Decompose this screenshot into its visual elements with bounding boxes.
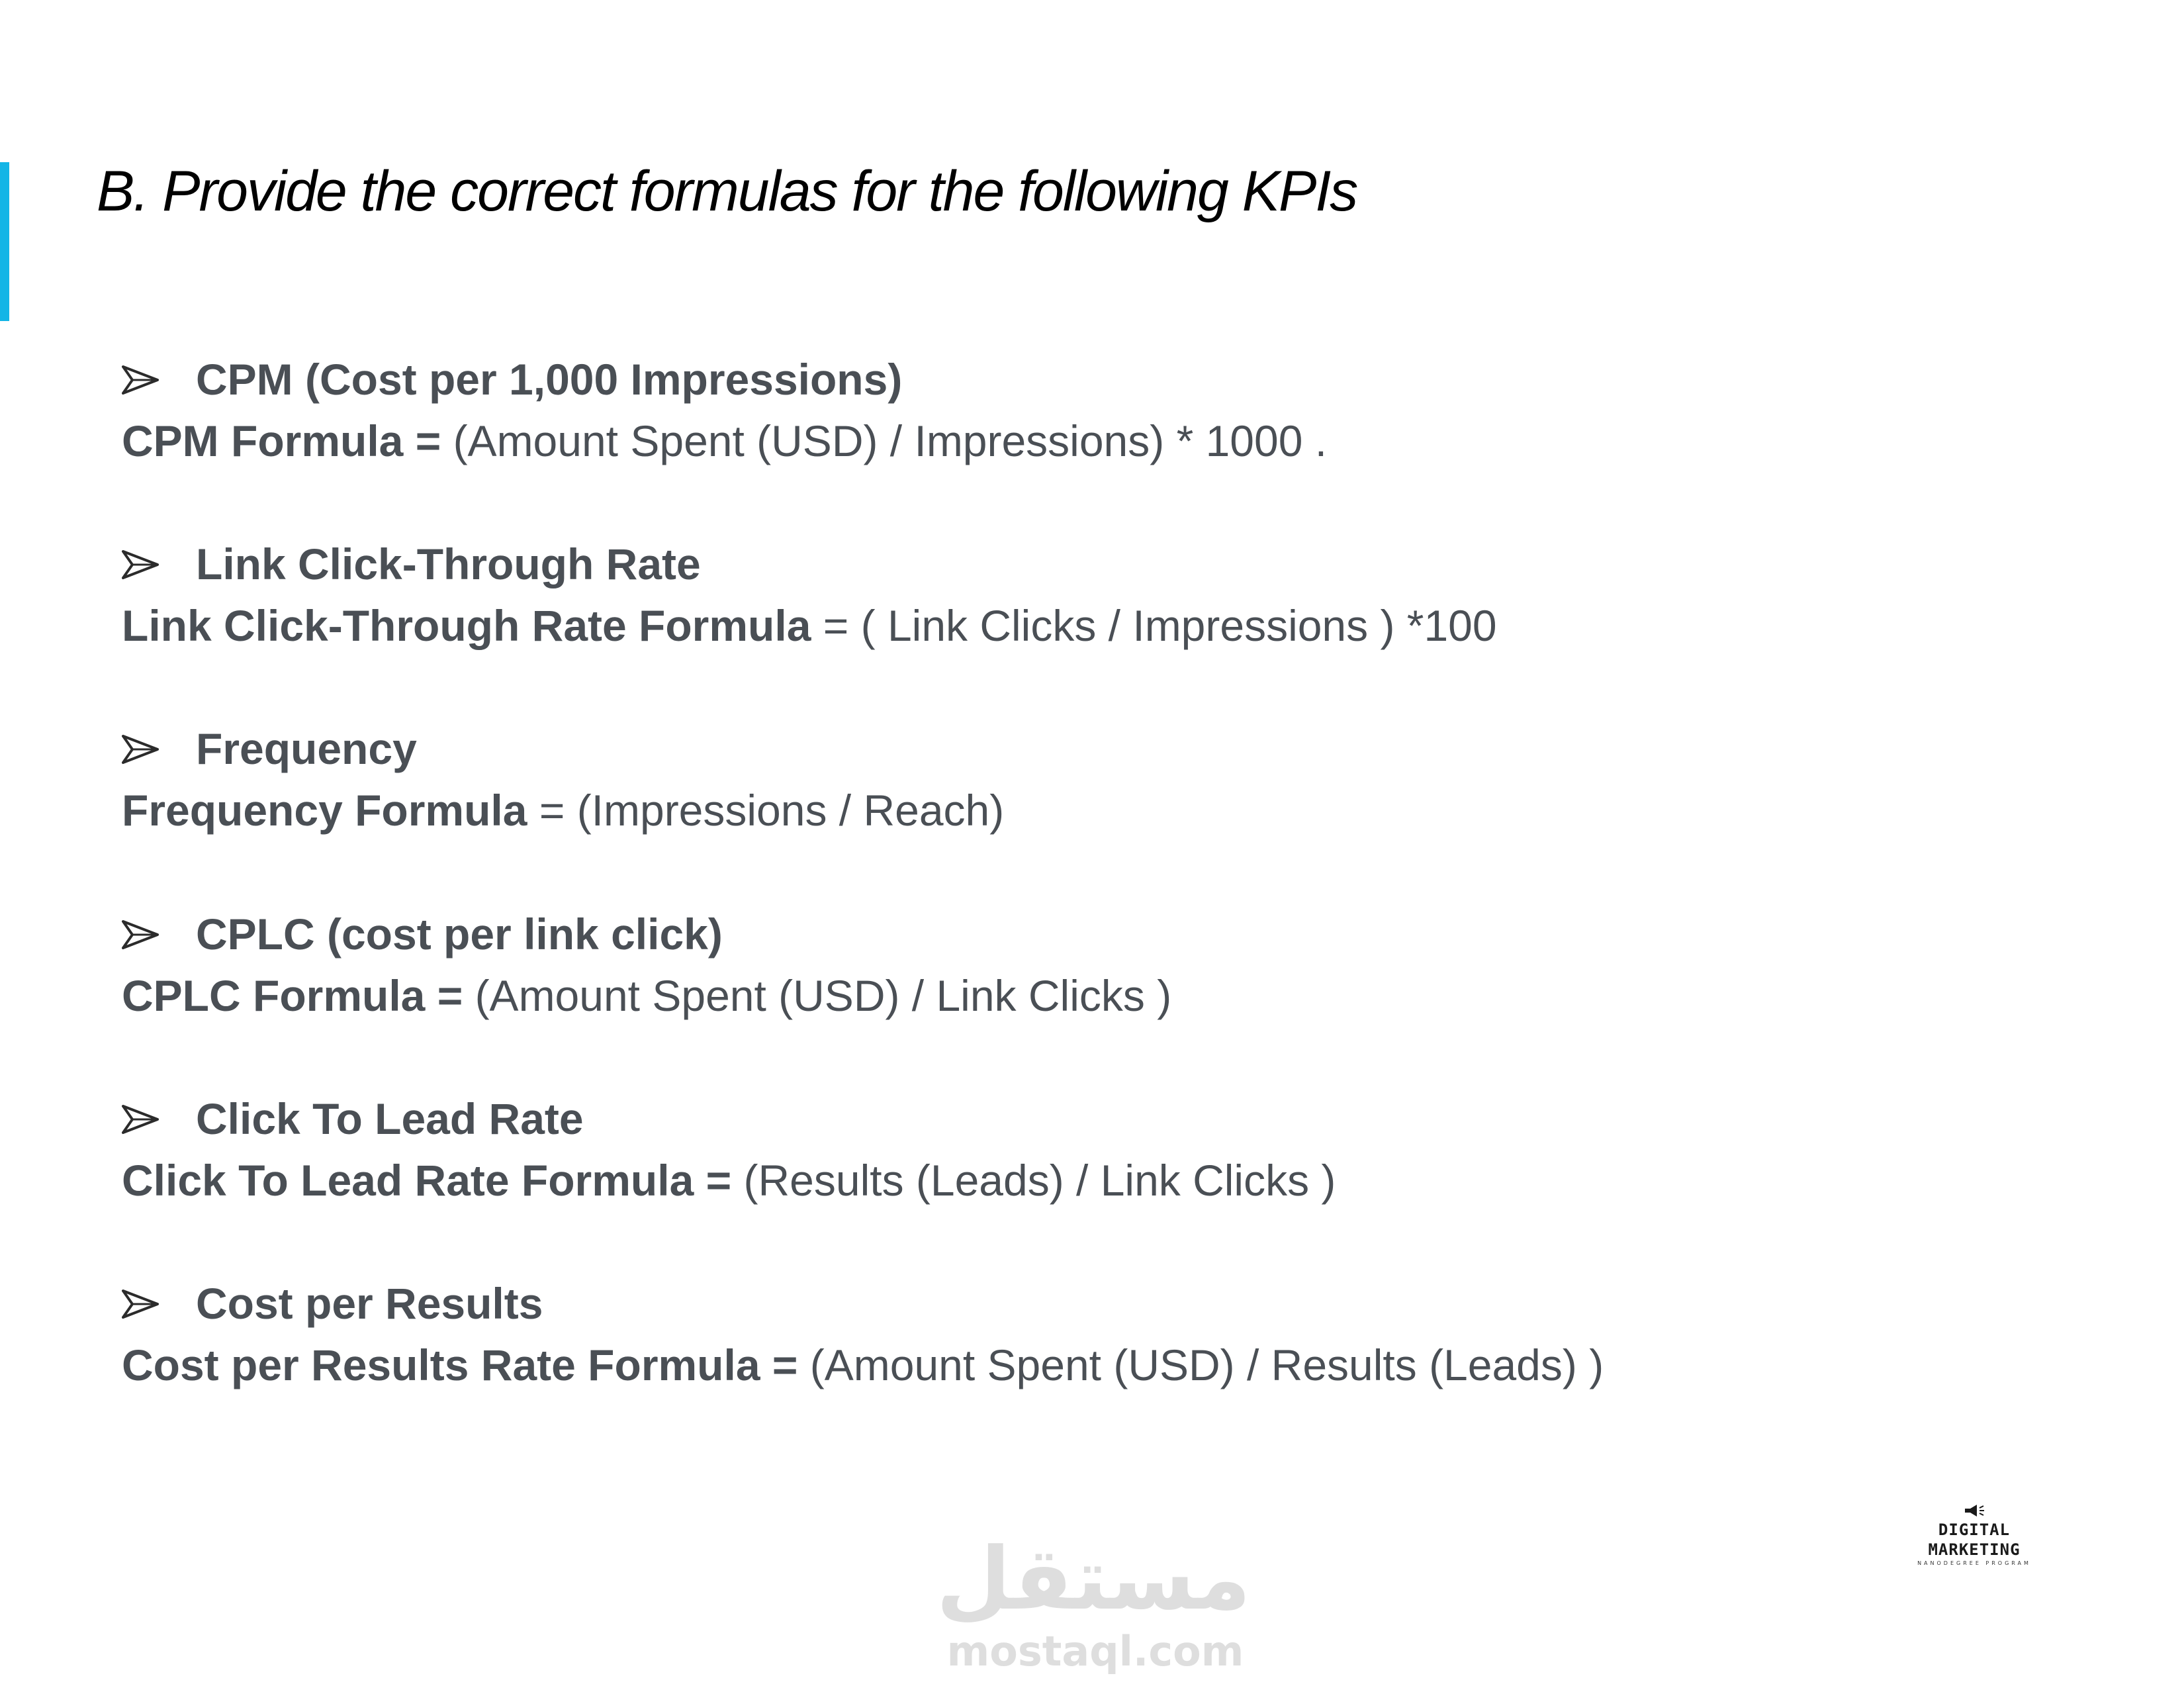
kpi-block-cpm	[122, 350, 1975, 473]
kpi-formula	[122, 409, 1975, 473]
arrow-bullet-icon	[122, 733, 159, 765]
formula-expression: (Results (Leads) / Link Clicks )	[743, 1156, 1336, 1205]
kpi-name: CPLC (cost per link click)	[196, 910, 723, 959]
kpi-heading	[122, 719, 1975, 778]
formula-label: Link Click-Through Rate Formula	[122, 601, 823, 650]
kpi-block-cost-per-results	[122, 1274, 1975, 1397]
arrow-bullet-icon	[122, 364, 159, 396]
formula-label: Click To Lead Rate Formula =	[122, 1156, 744, 1205]
kpi-block-frequency	[122, 719, 1975, 842]
kpi-heading	[122, 904, 1975, 964]
kpi-heading	[122, 1274, 1975, 1333]
formula-expression: = ( Link Clicks / Impressions ) *100	[823, 601, 1497, 650]
slide-title: B. Provide the correct formulas for the following KPIs	[97, 160, 1357, 223]
arrow-bullet-icon	[122, 1103, 159, 1135]
kpi-block-click-to-lead	[122, 1089, 1975, 1212]
arrow-bullet-icon	[122, 1288, 159, 1320]
formula-expression: = (Impressions / Reach)	[539, 786, 1005, 835]
kpi-formula	[122, 964, 1975, 1027]
kpi-name: Frequency	[196, 724, 417, 773]
kpi-heading	[122, 534, 1975, 594]
kpi-name: Click To Lead Rate	[196, 1094, 584, 1143]
arrow-bullet-icon	[122, 549, 159, 581]
kpi-formula	[122, 594, 1975, 657]
logo-subtitle: NANODEGREE PROGRAM	[1917, 1560, 2031, 1566]
kpi-name: Link Click-Through Rate	[196, 539, 701, 588]
kpi-name: CPM (Cost per 1,000 Impressions)	[196, 355, 903, 404]
kpi-name: Cost per Results	[196, 1279, 543, 1328]
formula-label: Frequency Formula	[122, 786, 539, 835]
kpi-block-cplc	[122, 904, 1975, 1027]
formula-expression: (Amount Spent (USD) / Results (Leads) )	[809, 1340, 1604, 1389]
megaphone-icon	[1962, 1503, 1986, 1519]
mostaql-watermark	[936, 1528, 1251, 1681]
accent-bar	[0, 162, 9, 321]
logo-title: DIGITAL MARKETING	[1928, 1521, 2021, 1559]
kpi-formula	[122, 778, 1975, 842]
kpi-formula	[122, 1149, 1975, 1212]
kpi-heading	[122, 1089, 1975, 1149]
formula-label: CPM Formula =	[122, 416, 453, 465]
watermark-latin-text: mostaql.com	[946, 1627, 1244, 1675]
digital-marketing-logo	[1898, 1503, 2050, 1566]
formula-label: CPLC Formula =	[122, 971, 475, 1020]
formula-expression: (Amount Spent (USD) / Impressions) * 1000 .	[453, 416, 1328, 465]
arrow-bullet-icon	[122, 919, 159, 951]
formula-label: Cost per Results Rate Formula =	[122, 1340, 810, 1389]
formula-expression: (Amount Spent (USD) / Link Clicks )	[475, 971, 1172, 1020]
watermark-arabic-text: مستقل	[936, 1528, 1251, 1629]
kpi-formula	[122, 1333, 1975, 1397]
kpi-heading	[122, 350, 1975, 409]
kpi-block-link-ctr	[122, 534, 1975, 657]
